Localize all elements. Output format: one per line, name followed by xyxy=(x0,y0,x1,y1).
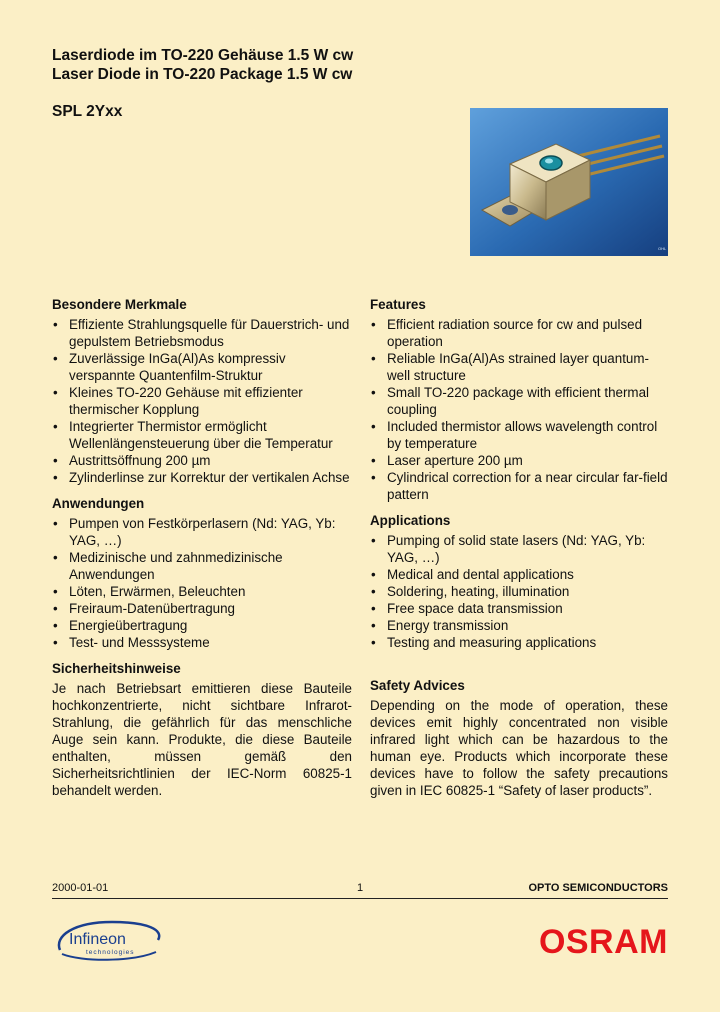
infineon-wordmark: Infineon xyxy=(69,931,126,948)
title-english: Laser Diode in TO-220 Package 1.5 W cw xyxy=(52,66,353,83)
list-item: • Kleines TO-220 Gehäuse mit effizienter thermischer Kopplung xyxy=(52,384,352,418)
list-item: • Zylinderlinse zur Korrektur der vertikalen Achse xyxy=(52,469,352,486)
list-item: • Small TO-220 package with efficient thermal coupling xyxy=(370,384,668,418)
applications-list-de xyxy=(52,515,352,651)
part-number: SPL 2Yxx xyxy=(52,103,123,120)
safety-text-en: Depending on the mode of operation, these devices emit highly concentrated non visible infrared light which can be hazardous to the human eye. Products which incorporate these devices have to follow the safety precautions given in IEC 60825-1 “Safety of laser products”. xyxy=(370,698,668,798)
list-item: • Pumpen von Festkörperlasern (Nd: YAG, Yb: YAG, …) xyxy=(52,515,352,549)
list-item: • Reliable InGa(Al)As strained layer quantum-well structure xyxy=(370,350,668,384)
svg-text:OHL: OHL xyxy=(658,246,667,251)
list-item: • Medizinische und zahnmedizinische Anwendungen xyxy=(52,549,352,583)
safety-heading-en: Safety Advices xyxy=(370,678,465,693)
features-list-en xyxy=(370,316,668,503)
osram-logo: OSRAM xyxy=(538,923,668,961)
list-item: • Free space data transmission xyxy=(370,600,668,617)
list-item: • Testing and measuring applications xyxy=(370,634,668,651)
features-list-de xyxy=(52,316,352,486)
list-item: • Cylindrical correction for a near circular far-field pattern xyxy=(370,469,668,503)
footer-date: 2000-01-01 xyxy=(52,882,109,894)
german-column xyxy=(52,296,352,799)
applications-heading-de: Anwendungen xyxy=(52,496,145,511)
infineon-logo xyxy=(52,916,172,966)
list-item: • Energieübertragung xyxy=(52,617,352,634)
applications-heading-en: Applications xyxy=(370,513,451,528)
page-number: 1 xyxy=(357,882,364,894)
list-item: • Efficient radiation source for cw and pulsed operation xyxy=(370,316,668,350)
safety-heading-de: Sicherheitshinweise xyxy=(52,661,181,676)
list-item: • Austrittsöffnung 200 µm xyxy=(52,452,352,469)
document-title xyxy=(52,46,353,84)
list-item: • Freiraum-Datenübertragung xyxy=(52,600,352,617)
list-item: • Integrierter Thermistor ermöglicht Wellenlängensteuerung über die Temperatur xyxy=(52,418,352,452)
list-item: • Medical and dental applications xyxy=(370,566,668,583)
list-item: • Zuverlässige InGa(Al)As kompressiv verspannte Quantenfilm-Struktur xyxy=(52,350,352,384)
list-item: • Test- und Messsysteme xyxy=(52,634,352,651)
footer-divider xyxy=(52,898,668,899)
list-item: • Pumping of solid state lasers (Nd: YAG, Yb: YAG, …) xyxy=(370,532,668,566)
features-heading-en: Features xyxy=(370,297,426,312)
list-item: • Energy transmission xyxy=(370,617,668,634)
list-item: • Included thermistor allows wavelength control by temperature xyxy=(370,418,668,452)
infineon-tagline: technologies xyxy=(86,949,135,956)
division-name: OPTO SEMICONDUCTORS xyxy=(528,882,668,894)
product-photo xyxy=(470,108,668,256)
list-item: • Soldering, heating, illumination xyxy=(370,583,668,600)
applications-list-en xyxy=(370,532,668,651)
list-item: • Laser aperture 200 µm xyxy=(370,452,668,469)
title-german: Laserdiode im TO-220 Gehäuse 1.5 W cw xyxy=(52,47,354,64)
list-item: • Löten, Erwärmen, Beleuchten xyxy=(52,583,352,600)
features-heading-de: Besondere Merkmale xyxy=(52,297,187,312)
english-column xyxy=(370,296,668,799)
list-item: • Effiziente Strahlungsquelle für Dauerstrich- und gepulstem Betriebsmodus xyxy=(52,316,352,350)
safety-text-de: Je nach Betriebsart emittieren diese Bauteile hochkonzentrierte, nicht sichtbare Infrarot-Strahlung, die gefährlich für das menschliche Auge sein kann. Produkte, die diese Bauteile enthalten, müssen gemäß den Sicherheitsrichtlinien der IEC-Norm 60825-1 behandelt werden. xyxy=(52,681,352,798)
